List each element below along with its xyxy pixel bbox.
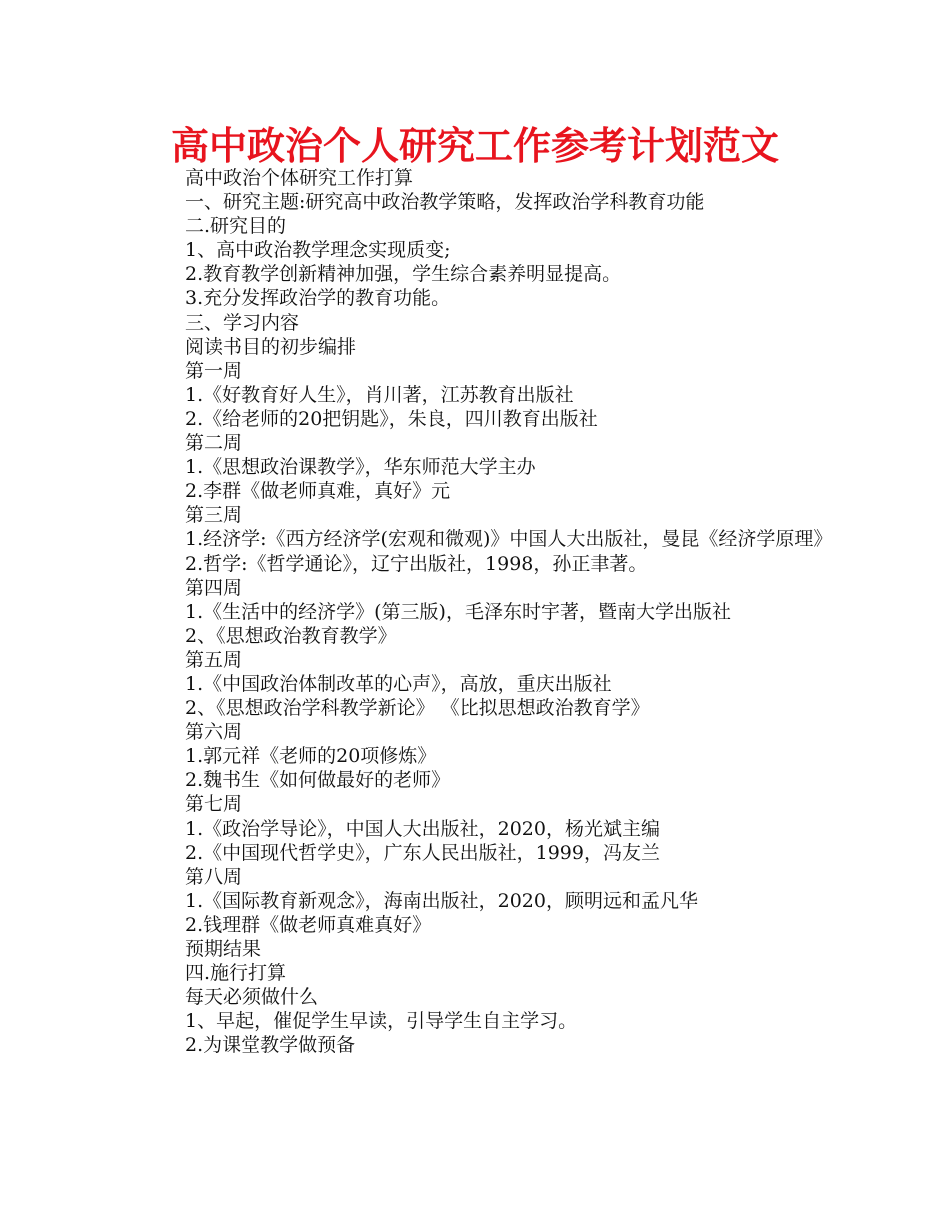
text-line: 2.哲学:《哲学通论》，辽宁出版社，1998，孙正聿著。 xyxy=(185,552,648,575)
text-line: 1.《国际教育新观念》，海南出版社，2020，顾明远和孟凡华 xyxy=(185,889,698,912)
text-line: 1.《中国政治体制改革的心声》，高放，重庆出版社 xyxy=(185,672,612,695)
text-line: 第六周 xyxy=(185,721,243,744)
text-line: 第五周 xyxy=(185,648,243,671)
text-line: 一、研究主题:研究高中政治教学策略，发挥政治学科教育功能 xyxy=(185,191,705,214)
text-line: 预期结果 xyxy=(185,938,262,960)
text-line: 1.《生活中的经济学》(第三版)，毛泽东时宇著，暨南大学出版社 xyxy=(185,600,731,623)
text-line: 第二周 xyxy=(185,432,243,455)
text-line: 2.《给老师的20把钥匙》，朱良，四川教育出版社 xyxy=(185,407,598,430)
text-line: 3.充分发挥政治学的教育功能。 xyxy=(185,287,451,310)
text-line: 每天必须做什么 xyxy=(185,986,319,1009)
text-line: 2.为课堂教学做预备 xyxy=(185,1034,356,1057)
text-line: 1.郭元祥《老师的20项修炼》 xyxy=(185,745,437,768)
text-line: 2.教育教学创新精神加强，学生综合素养明显提高。 xyxy=(185,263,622,286)
text-line: 阅读书目的初步编排 xyxy=(185,335,357,358)
text-line: 2.李群《做老师真难，真好》元 xyxy=(185,480,451,503)
text-line: 第三周 xyxy=(185,504,243,527)
document-body xyxy=(143,166,833,1057)
text-line: 高中政治个体研究工作打算 xyxy=(185,167,414,189)
text-line: 三、学习内容 xyxy=(185,311,300,334)
text-line: 1、高中政治教学理念实现质变; xyxy=(185,239,451,262)
text-line: 1.经济学:《西方经济学(宏观和微观)》中国人大出版社，曼昆《经济学原理》 xyxy=(185,528,833,551)
text-line: 1.《好教育好人生》，肖川著，江苏教育出版社 xyxy=(185,383,574,406)
text-line: 二.研究目的 xyxy=(185,215,287,238)
text-line: 第七周 xyxy=(185,793,243,816)
text-line: 第四周 xyxy=(185,576,243,599)
text-line: 2.魏书生《如何做最好的老师》 xyxy=(185,769,451,792)
text-line: 第一周 xyxy=(185,359,243,382)
text-line: 四.施行打算 xyxy=(185,962,287,985)
text-line: 1、早起，催促学生早读，引导学生自主学习。 xyxy=(185,1010,578,1033)
text-line: 2.《中国现代哲学史》，广东人民出版社，1999，冯友兰 xyxy=(185,841,660,864)
text-line: 第八周 xyxy=(185,865,243,888)
text-line: 2.钱理群《做老师真难真好》 xyxy=(185,913,432,936)
document-title: 高中政治个人研究工作参考计划范文 xyxy=(170,124,779,168)
text-line: 2、《思想政治学科教学新论》 《比拟思想政治教育学》 xyxy=(185,697,650,720)
text-line: 1.《思想政治课教学》，华东师范大学主办 xyxy=(185,456,536,479)
text-line: 2、《思想政治教育教学》 xyxy=(185,624,397,647)
text-line: 1.《政治学导论》，中国人大出版社，2020，杨光斌主编 xyxy=(185,817,660,840)
